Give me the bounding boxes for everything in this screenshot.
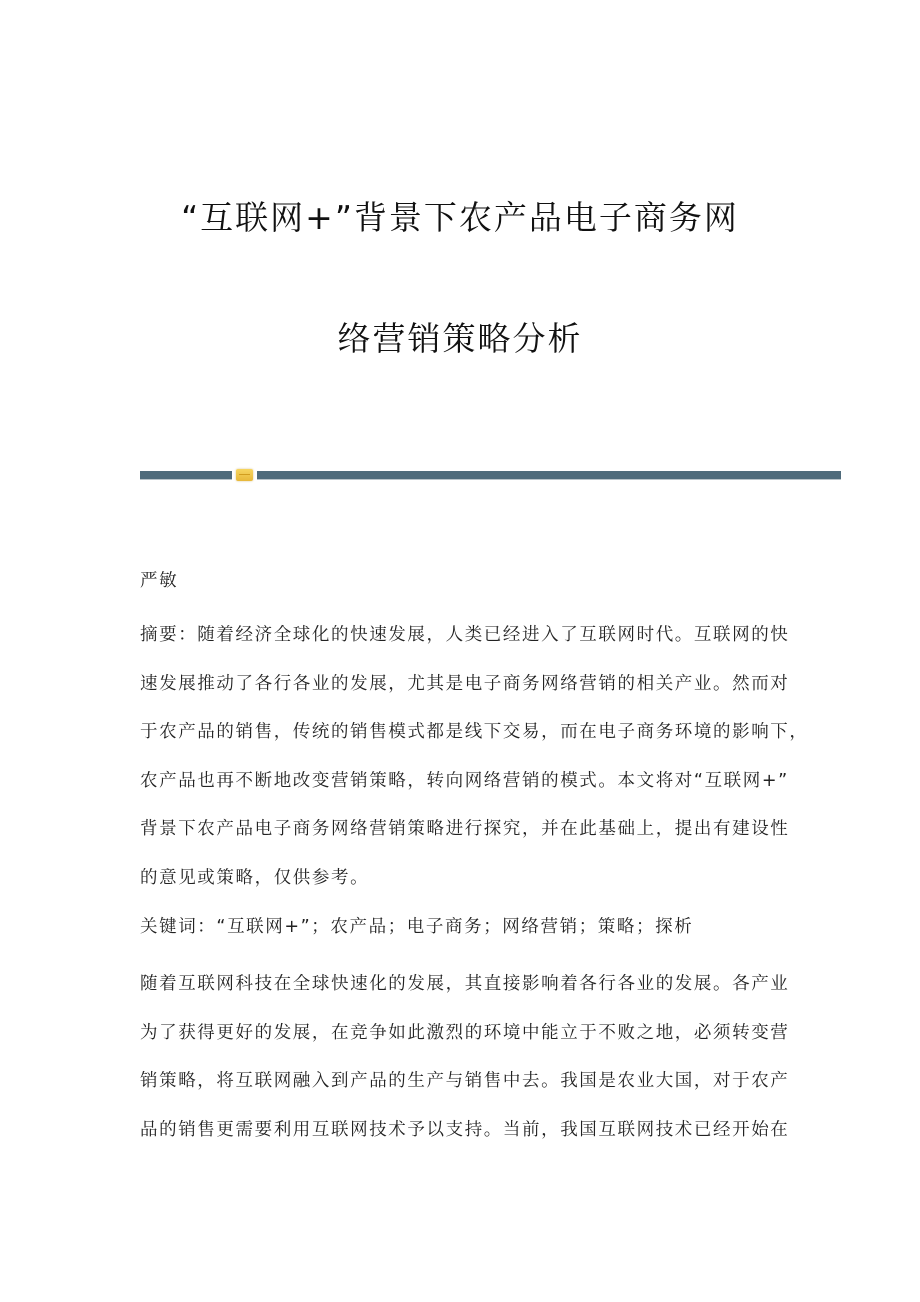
intro-line: 随着互联网科技在全球快速化的发展，其直接影响着各行各业的发展。各产业 [140, 974, 790, 994]
divider-bar-right [257, 471, 841, 480]
intro-line: 销策略，将互联网融入到产品的生产与销售中去。我国是农业大国，对于农产 [140, 1071, 790, 1091]
abstract-line: 速发展推动了各行各业的发展，尤其是电子商务网络营销的相关产业。然而对 [140, 673, 790, 694]
intro-paragraph [140, 960, 790, 1154]
intro-line: 品的销售更需要利用互联网技术予以支持。当前，我国互联网技术已经开始在 [140, 1119, 790, 1140]
abstract-line: 摘要：随着经济全球化的快速发展，人类已经进入了互联网时代。互联网的快 [140, 625, 790, 645]
keywords-line: 关键词：“互联网+”；农产品；电子商务；网络营销；策略；探析 [140, 917, 694, 937]
abstract-line: 背景下农产品电子商务网络营销策略进行探究，并在此基础上，提出有建设性 [140, 819, 790, 839]
document-title-line-1: “互联网+”背景下农产品电子商务网 [181, 198, 739, 237]
abstract-paragraph [140, 611, 809, 902]
divider-bar-left [140, 471, 232, 480]
document-title-line-2: 络营销策略分析 [337, 319, 583, 358]
divider-ornament-icon [236, 469, 253, 481]
intro-line: 为了获得更好的发展，在竞争如此激烈的环境中能立于不败之地，必须转变营 [140, 1022, 790, 1043]
author-name: 严敏 [140, 571, 179, 591]
abstract-line: 于农产品的销售，传统的销售模式都是线下交易，而在电子商务环境的影响下， [140, 722, 809, 742]
abstract-line: 农产品也再不断地改变营销策略，转向网络营销的模式。本文将对“互联网+” [140, 770, 789, 791]
abstract-line: 的意见或策略，仅供参考。 [140, 867, 370, 888]
